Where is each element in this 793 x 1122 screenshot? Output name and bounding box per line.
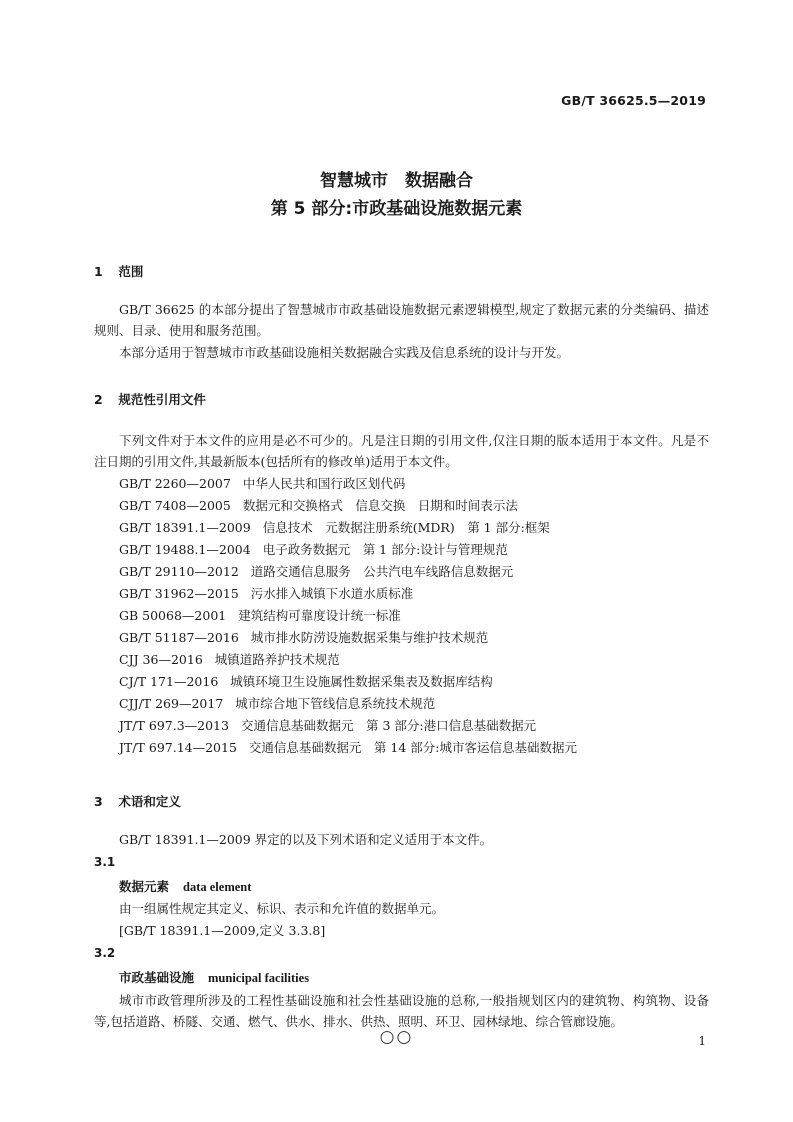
term-number: 3.2: [94, 946, 116, 960]
reference-item: [119, 649, 340, 670]
term-name-cn: 市政基础设施: [119, 970, 195, 985]
reference-title: 城镇道路养护技术规范: [214, 652, 340, 667]
reference-code: CJJ 36—2016: [119, 652, 203, 667]
reference-code: GB/T 7408—2005: [119, 498, 231, 513]
reference-title: 城市排水防涝设施数据采集与维护技术规范: [250, 630, 489, 645]
term-name-en: data element: [183, 880, 252, 894]
reference-title: 城市综合地下管线信息系统技术规范: [235, 696, 436, 711]
reference-item: [119, 671, 493, 692]
term-definition: 由一组属性规定其定义、标识、表示和允许值的数据单元。: [119, 901, 445, 916]
reference-code: GB/T 29110—2012: [119, 564, 239, 579]
reference-item: [119, 605, 401, 626]
section-1-para-1: GB/T 36625 的本部分提出了智慧城市市政基础设施数据元素逻辑模型,规定了数据元素的分类编码、描述规则、目录、使用和服务范围。: [94, 302, 709, 338]
reference-item: [119, 539, 508, 560]
reference-title: 城镇环境卫生设施属性数据采集表及数据库结构: [230, 674, 493, 689]
term-definition: 城市市政管理所涉及的工程性基础设施和社会性基础设施的总称,一般指规划区内的建筑物、构筑物、设备等,包括道路、桥隧、交通、燃气、供水、排水、供热、照明、环卫、园林绿地、综合管廊设施。: [94, 993, 709, 1029]
reference-item: [119, 517, 550, 538]
reference-item: [119, 495, 518, 516]
page-number: 1: [698, 1034, 706, 1048]
term-number: 3.1: [94, 855, 116, 869]
reference-title: 交通信息基础数据元 第 3 部分:港口信息基础数据元: [240, 718, 537, 733]
term-name: [119, 968, 309, 986]
reference-item: [119, 473, 405, 494]
reference-code: GB/T 51187—2016: [119, 630, 239, 645]
section-1-para-2: 本部分适用于智慧城市市政基础设施相关数据融合实践及信息系统的设计与开发。: [119, 345, 570, 360]
reference-item: [119, 715, 536, 736]
reference-item: [119, 583, 413, 604]
document-title-line2: 第 5 部分:市政基础设施数据元素: [270, 199, 523, 219]
reference-code: GB/T 2260—2007: [119, 476, 231, 491]
section-2-heading: [94, 390, 206, 408]
section-title: 规范性引用文件: [118, 392, 206, 407]
reference-title: 信息技术 元数据注册系统(MDR) 第 1 部分:框架: [262, 520, 550, 535]
term-source: [GB/T 18391.1—2009,定义 3.3.8]: [119, 923, 326, 938]
section-number: 1: [94, 264, 103, 279]
reference-item: [119, 627, 488, 648]
section-number: 2: [94, 392, 103, 407]
section-1-heading: [94, 262, 143, 280]
reference-code: JT/T 697.14—2015: [119, 740, 237, 755]
document-title-line1: 智慧城市 数据融合: [320, 171, 473, 191]
section-number: 3: [94, 794, 103, 809]
term-name: [119, 877, 251, 895]
reference-item: [119, 737, 577, 758]
reference-title: 中华人民共和国行政区划代码: [242, 476, 406, 491]
reference-code: GB/T 18391.1—2009: [119, 520, 251, 535]
reference-item: [119, 561, 513, 582]
term-name-en: municipal facilities: [208, 971, 310, 985]
section-3-heading: [94, 792, 181, 810]
section-title: 术语和定义: [118, 794, 181, 809]
reference-item: [119, 693, 435, 714]
reference-code: GB/T 31962—2015: [119, 586, 239, 601]
section-2-intro: 下列文件对于本文件的应用是必不可少的。凡是注日期的引用文件,仅注日期的版本适用于本文件。凡是不注日期的引用文件,其最新版本(包括所有的修改单)适用于本文件。: [94, 433, 709, 469]
section-3-intro: GB/T 18391.1—2009 界定的以及下列术语和定义适用于本文件。: [119, 832, 493, 847]
reference-code: CJJ/T 269—2017: [119, 696, 224, 711]
reference-title: 电子政务数据元 第 1 部分:设计与管理规范: [262, 542, 508, 557]
reference-code: JT/T 697.3—2013: [119, 718, 229, 733]
reference-code: GB/T 19488.1—2004: [119, 542, 251, 557]
standard-number: GB/T 36625.5—2019: [561, 93, 706, 108]
reference-code: CJ/T 171—2016: [119, 674, 219, 689]
reference-title: 道路交通信息服务 公共汽电车线路信息数据元: [250, 564, 514, 579]
footer-marks: ○○: [379, 1027, 414, 1047]
reference-title: 数据元和交换格式 信息交换 日期和时间表示法: [242, 498, 518, 513]
section-title: 范围: [118, 264, 144, 279]
reference-title: 污水排入城镇下水道水质标准: [250, 586, 414, 601]
term-name-cn: 数据元素: [119, 879, 170, 894]
reference-title: 建筑结构可靠度设计统一标准: [238, 608, 401, 623]
reference-code: GB 50068—2001: [119, 608, 227, 623]
reference-title: 交通信息基础数据元 第 14 部分:城市客运信息基础数据元: [248, 740, 577, 755]
